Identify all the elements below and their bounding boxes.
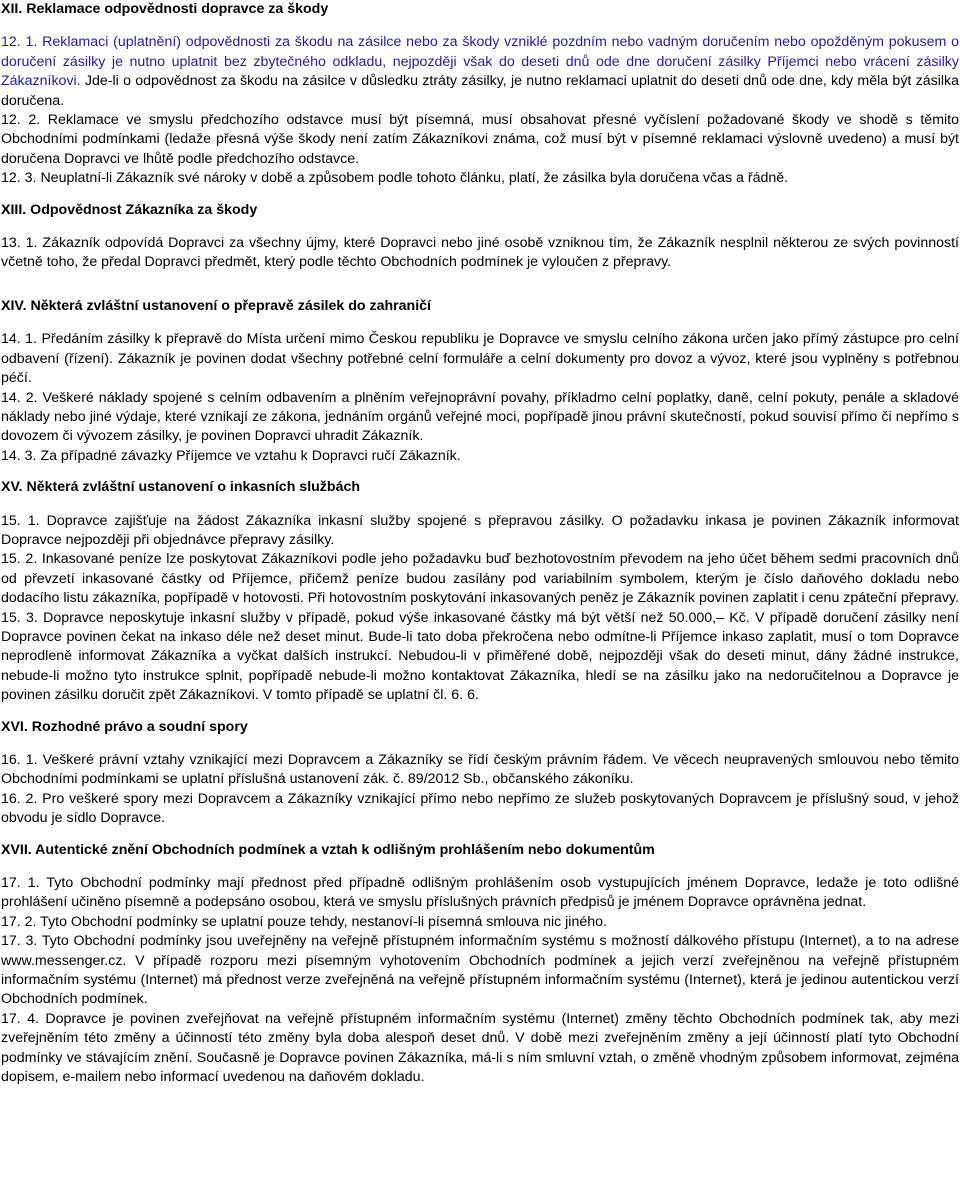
- paragraph-16-1: 16. 1. Veškeré právní vztahy vznikající mezi Dopravcem a Zákazníky se řídí českým právním řádem. Ve věcech neupravených smlouvou nebo těmito Obchodními podmínkami se uplatní příslušná ustanovení zák. č. 89/2012 Sb., občanského zákoníku.: [1, 752, 959, 788]
- paragraph-17-3: 17. 3. Tyto Obchodní podmínky jsou uveřejněny na veřejně přístupném informačním systému s možností dálkového přístupu (Internet), a to na adrese www.messenger.cz. V případě rozporu mezi písemným vyhotovením Obchodních podmínek a jejich verzí zveřejněnou na veřejně přístupném informačním systému (Internet) má přednost verze zveřejněná na veřejně přístupném informačním systému (Internet), která je jedinou autentickou verzí Obchodních podmínek.: [1, 933, 959, 1008]
- section-heading-xii: XII. Reklamace odpovědnosti dopravce za škody: [1, 1, 329, 17]
- paragraph-15-1-part-a: 15. 1. Dopravce zajišťuje na žádost Zákazníka inkasní služby spojené s přepravou zásilky.: [1, 512, 605, 529]
- paragraph-13-1: 13. 1. Zákazník odpovídá Dopravci za všechny újmy, které Dopravci nebo jiné osobě vzniknou tím, že Zákazník nesplnil některou ze svých povinností včetně toho, že předal Dopravci předmět, který podle těchto Obchodních podmínek je vyloučen z přepravy.: [1, 235, 959, 271]
- section-body-xv: [1, 512, 959, 706]
- paragraph-16-2: 16. 2. Pro veškeré spory mezi Dopravcem a Zákazníky vznikající přímo nebo nepřímo ze služeb poskytovaných Dopravcem je příslušný soud, v jehož obvodu je sídlo Dopravce.: [1, 790, 959, 827]
- section-heading-xiv: XIV. Některá zvláštní ustanovení o přepravě zásilek do zahraničí: [1, 297, 432, 314]
- paragraph-15-3: 15. 3. Dopravce neposkytuje inkasní služby v případě, pokud výše inkasované částky má být větší než 50.000,– Kč. V případě doručení zásilky není Dopravce povinen čekat na inkaso déle než deset minut. Bude-li tato doba překročena nebo odmítne-li Příjemce inkaso zaplatit, musí o tom Dopravce neprodleně informovat Zákazníka a vyčkat dalších instrukcí. Nebudou-li v přiměřené době, nejpozději však do deseti minut, dány žádné instrukce, nebude-li možno tyto instrukce splnit, popřípadě nebude-li možno kontaktovat Zákazníka, hledí se na zásilku jako na nedoručitelnou a Dopravce je povinen zásilku doručit zpět Zákazníkovi. V tomto případě se uplatní čl. 6. 6.: [1, 609, 959, 704]
- paragraph-14-1: [1, 330, 959, 388]
- paragraph-12-1-part-b: Jde-li o odpovědnost za škodu na zásilce v důsledku ztráty zásilky, je nutno reklamaci uplatnit do deseti dnů ode dne, kdy měla být zásilka doručena.: [1, 73, 959, 109]
- section-body-xvii: [1, 874, 959, 1087]
- section-body-xvi: [1, 751, 959, 829]
- paragraph-14-1-part-b: Zákazník je povinen dodat všechny potřebné celní formuláře a celní dokumenty pro dovoz a vývoz, které jsou vyplněny s potřebnou péčí.: [1, 350, 959, 387]
- paragraph-15-2-part-b: Při hotovostním poskytování inkasovaných peněz je Zákazník povinen zaplatit i cenu zpáteční přepravy.: [303, 590, 959, 607]
- paragraph-17-2: 17. 2. Tyto Obchodní podmínky se uplatní pouze tehdy, nestanoví-li písemná smlouva nic jiného.: [1, 913, 607, 930]
- section-heading-xvi: XVI. Rozhodné právo a soudní spory: [1, 718, 248, 735]
- paragraph-12-2: 12. 2. Reklamace ve smyslu předchozího odstavce musí být písemná, musí obsahovat přesné vyčíslení požadované škody ve shodě s těmito Obchodními podmínkami (ledaže přesná výše škody není zatím Zákazníkovi známa, což musí být v písemné reklamaci výslovně uvedeno) a musí být doručena Dopravci ve lhůtě podle předchozího odstavce.: [1, 112, 959, 167]
- section-heading-xvii: XVII. Autentické znění Obchodních podmínek a vztah k odlišným prohlášením nebo dokumentům: [1, 841, 655, 858]
- section-body-xii: [1, 33, 959, 188]
- paragraph-17-4: 17. 4. Dopravce je povinen zveřejňovat na veřejně přístupném informačním systému (Internet) změny těchto Obchodních podmínek tak, aby mezi zveřejněním této změny a účinností této změny byla doba alespoň deset dnů. V době mezi zveřejněním změny a její účinností platí tyto Obchodní podmínky ve stávajícím znění. Současně je Dopravce povinen Zákazníka, má-li s ním smluvní vztah, o změně vhodným způsobem informovat, zejména dopisem, e-mailem nebo informací uvedenou na daňovém dokladu.: [1, 1010, 959, 1086]
- paragraph-17-1: 17. 1. Tyto Obchodní podmínky mají přednost před případně odlišným prohlášením osob vystupujících jménem Dopravce, ledaže je toto odlišné prohlášení učiněno písemně a podepsáno osobou, která ve smyslu příslušných právních předpisů je jménem Dopravce oprávněna jednat.: [1, 875, 959, 911]
- paragraph-15-2-part-a: 15. 2. Inkasované peníze lze poskytovat Zákazníkovi podle jeho požadavku buď bezhotovostním převodem na jeho účet během sedmi pracovních dnů od převzetí inkasované částky od Příjemce, přičemž peníze budou zasílány pod variabilním symbolem, kterým je číslo daňového dokladu nebo dodacího listu zákazníka, popřípadě v hotovosti.: [1, 551, 959, 607]
- paragraph-12-1: [1, 33, 959, 111]
- section-heading-xiii: XIII. Odpovědnost Zákazníka za škody: [1, 201, 258, 218]
- section-body-xiv: [1, 330, 959, 466]
- paragraph-14-2: 14. 2. Veškeré náklady spojené s celním odbavením a plněním veřejnoprávní povahy, příkladmo celní poplatky, daně, celní pokuty, penále a skladové náklady nebo jiné výdaje, které vznikají ze zákona, jednáním orgánů veřejné moci, popřípadě jinou právní skutečností, pokud souvisí přímo či nepřímo s dovozem či vývozem zásilky, je povinen Dopravci uhradit Zákazník.: [1, 389, 959, 445]
- paragraph-15-1: [1, 512, 959, 551]
- paragraph-15-2: [1, 550, 959, 608]
- paragraph-14-1-part-a: 14. 1. Předáním zásilky k přepravě do Místa určení mimo Českou republiku je Dopravce ve smyslu celního zákona určen jako přímý zástupce pro celní odbavení (řízení).: [1, 331, 959, 367]
- paragraph-12-3: 12. 3. Neuplatní-li Zákazník své nároky v době a způsobem podle tohoto článku, platí, že zásilka byla doručena včas a řádně.: [1, 170, 789, 187]
- section-body-xiii: [1, 234, 959, 273]
- paragraph-12-1-part-a: 12. 1. Reklamaci (uplatnění) odpovědnosti za škodu na zásilce nebo za škody vzniklé pozdním nebo vadným doručením nebo opožděným pokusem o doručení zásilky je nutno uplatnit bez zbytečného odkladu, nejpozději však do deseti dnů ode dne doručení zásilky Příjemci nebo vrácení zásilky Zákazníkovi.: [1, 34, 959, 90]
- section-heading-xv: XV. Některá zvláštní ustanovení o inkasních službách: [1, 479, 361, 496]
- paragraph-14-3: 14. 3. Za případné závazky Příjemce ve vztahu k Dopravci ručí Zákazník.: [1, 447, 461, 464]
- paragraph-15-1-part-b: O požadavku inkasa je povinen Zákazník informovat Dopravce nejpozději při objednávce přepravy zásilky.: [1, 512, 960, 548]
